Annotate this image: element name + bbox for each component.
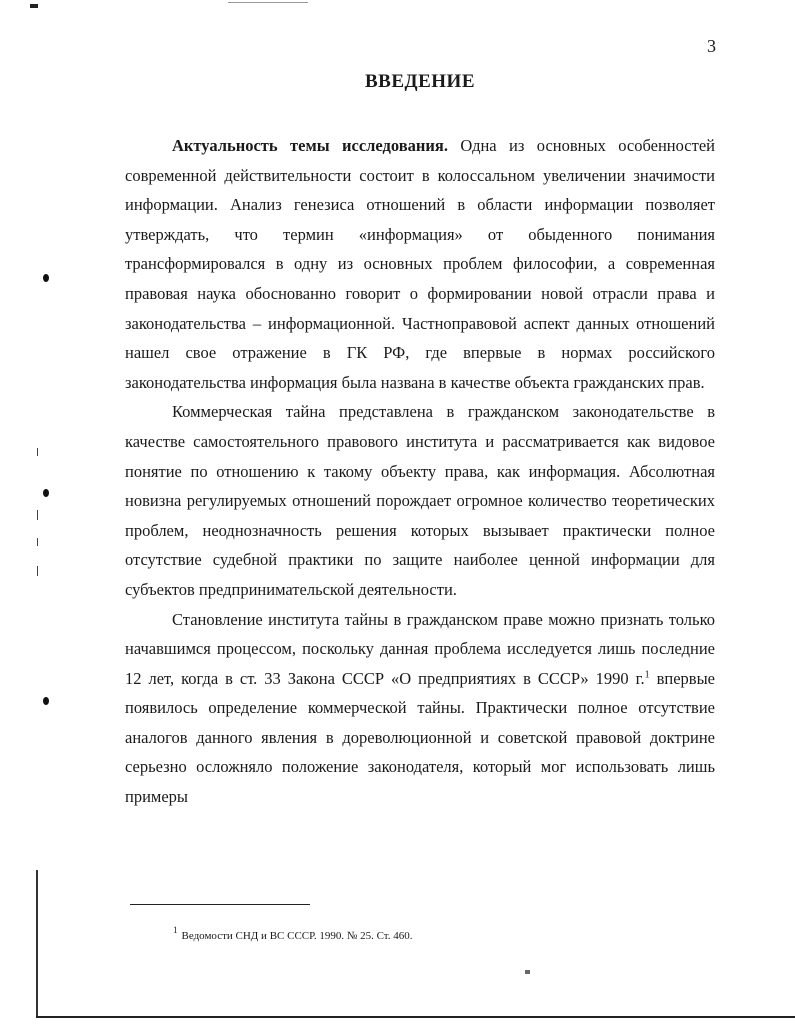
footnote bbox=[173, 925, 623, 942]
relevance-heading: Актуальность темы исследования. bbox=[172, 136, 448, 155]
scan-left-border bbox=[36, 870, 38, 1018]
scan-dot bbox=[43, 489, 49, 497]
footnote-separator bbox=[130, 904, 310, 905]
scan-artifact-top-left bbox=[30, 4, 38, 8]
institute-text-a: Становление института тайны в гражданском праве можно признать только начавшимся процессом, поскольку данная проблема исследуется лишь последние 12 лет, когда в ст. 33 Закона СССР «О предприятиях в СССР» 1990 г. bbox=[125, 609, 715, 688]
page-number: 3 bbox=[707, 36, 716, 56]
page-title: ВВЕДЕНИЕ bbox=[365, 71, 475, 92]
footnote-reference[interactable]: 1 bbox=[644, 669, 650, 681]
relevance-text: Одна из основных особенностей современной действительности состоит в колоссальном увеличении значимости информации. Анализ генезиса отношений в области информации позволяет утверждать, что термин «информация» от обыденного понимания трансформировался в одну из основных проблем философии, а современная правовая наука обоснованно говорит о формировании новой отрасли права и законодательства – информационной. Частноправовой аспект данных отношений нашел свое отражение в ГК РФ, где впервые в нормах российского законодательства информация была названа в качестве объекта гражданских прав. bbox=[125, 136, 715, 392]
scan-dot bbox=[43, 697, 49, 705]
scan-artifact-bottom bbox=[525, 970, 530, 974]
paragraph-institute bbox=[125, 605, 715, 812]
paragraph-relevance bbox=[125, 131, 715, 397]
scan-dot bbox=[43, 274, 49, 282]
document-body bbox=[125, 131, 715, 812]
paragraph-trade-secret: Коммерческая тайна представлена в гражданском законодательстве в качестве самостоятельного правового института и рассматривается как видовое понятие по отношению к такому объекту права, как информация. Абсолютная новизна регулируемых отношений порождает огромное количество теоретических проблем, неоднозначность решения которых вызывает практически полное отсутствие судебной практики по защите наиболее ценной информации для субъектов предпринимательской деятельности. bbox=[125, 402, 715, 599]
footnote-text: Ведомости СНД и ВС СССР. 1990. № 25. Ст. 460. bbox=[181, 930, 413, 942]
footnote-number: 1 bbox=[173, 925, 178, 935]
scan-tick bbox=[37, 448, 38, 456]
scan-tick bbox=[37, 538, 38, 546]
scan-tick bbox=[37, 510, 38, 520]
scan-artifact-top-line bbox=[228, 2, 308, 3]
institute-text-b: впервые появилось определение коммерческой тайны. Практически полное отсутствие аналогов данного явления в дореволюционной и советской правовой доктрине серьезно осложняло положение законодателя, который мог использовать лишь примеры bbox=[125, 668, 715, 807]
scan-bottom-border bbox=[36, 1016, 795, 1018]
scan-tick bbox=[37, 566, 38, 576]
